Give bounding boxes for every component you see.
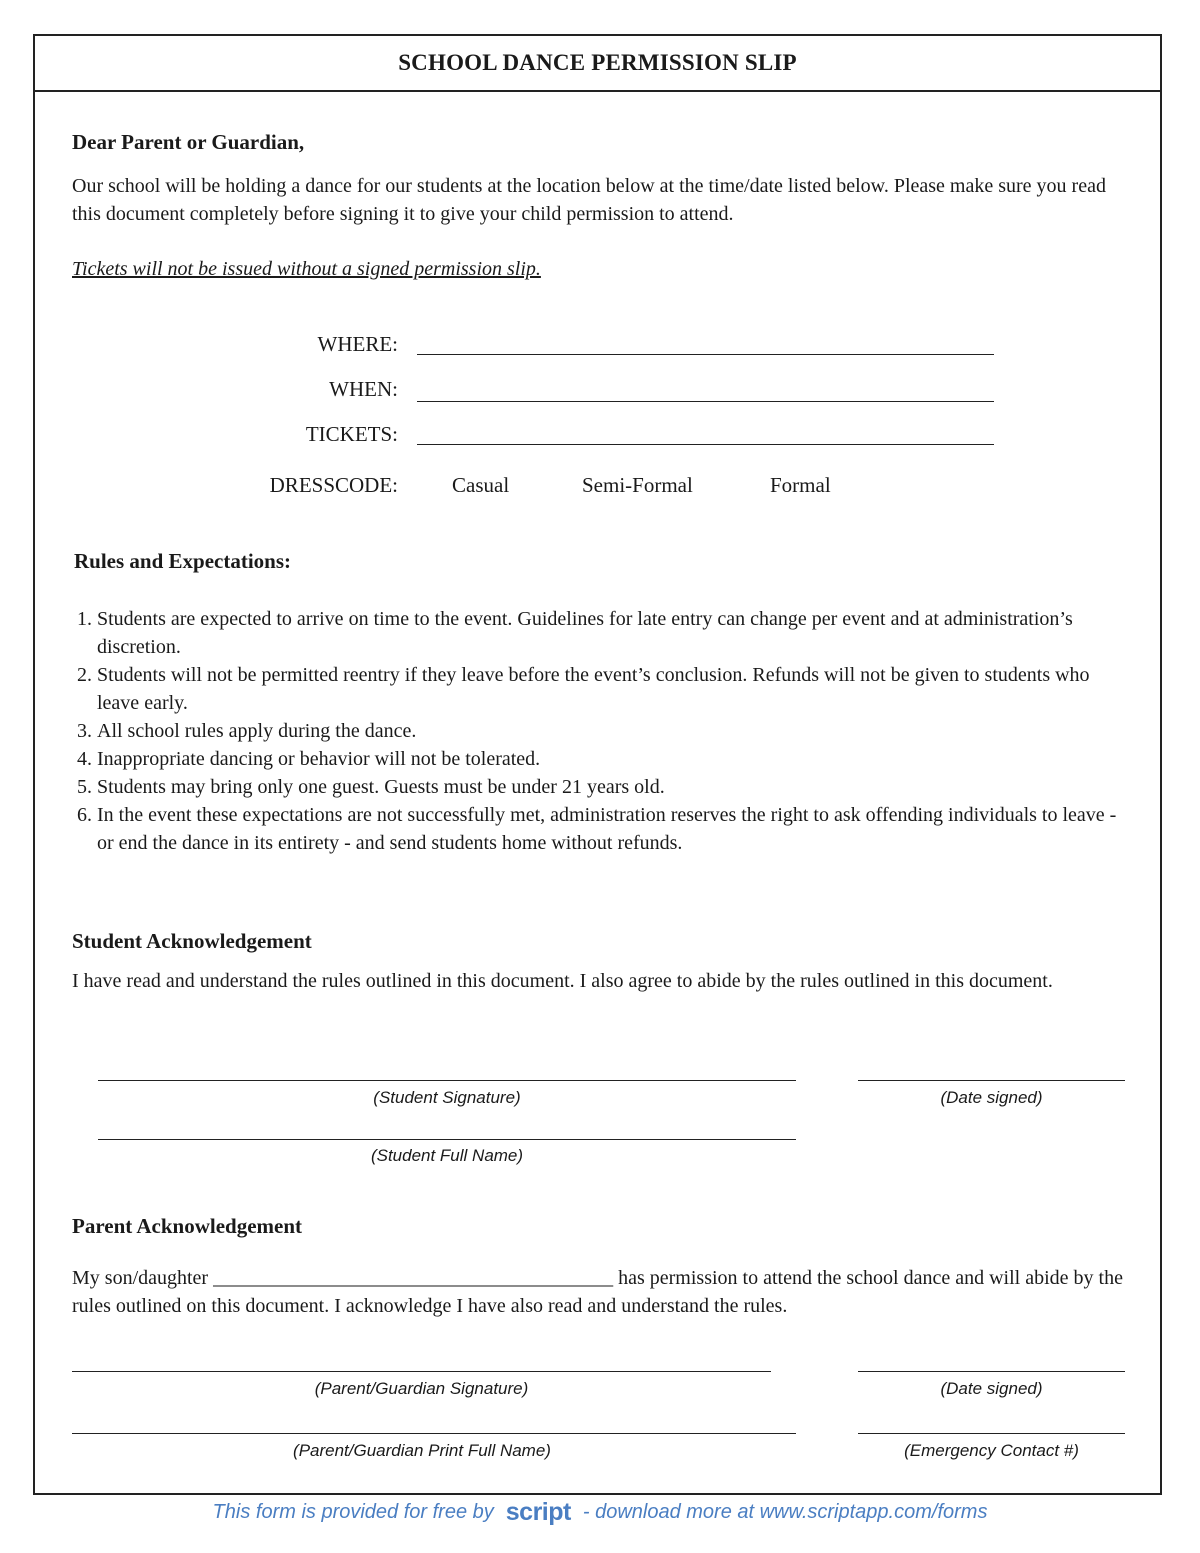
greeting: Dear Parent or Guardian, — [72, 130, 305, 154]
intro-paragraph: Our school will be holding a dance for our students at the location below at the time/date listed below. Please make sure you read this document completely before signing it to give your child permission to attend. — [72, 175, 1106, 225]
student-name-line[interactable] — [98, 1139, 796, 1140]
emergency-contact-line[interactable] — [858, 1433, 1125, 1434]
rules-heading: Rules and Expectations: — [74, 549, 292, 573]
parent-signature-caption: (Parent/Guardian Signature) — [314, 1379, 529, 1398]
parent-name-line[interactable] — [72, 1433, 796, 1434]
tickets-field[interactable] — [417, 444, 994, 445]
student-date-line[interactable] — [858, 1080, 1125, 1081]
rule-item: 6. In the event these expectations are not successfully met, administration reserves the right to ask offending individuals to leave - or end the dance in its entirety - and send students home without refunds. — [97, 801, 1130, 857]
where-field[interactable] — [417, 354, 994, 355]
parent-name-caption: (Parent/Guardian Print Full Name) — [293, 1441, 551, 1460]
dress-option-semi-formal[interactable]: Semi-Formal — [582, 473, 693, 497]
rule-item: 5. Students may bring only one guest. Guests must be under 21 years old. — [97, 773, 1130, 801]
parent-signature-line[interactable] — [72, 1371, 771, 1372]
emergency-contact-caption: (Emergency Contact #) — [904, 1441, 1079, 1460]
student-text: I have read and understand the rules outlined in this document. I also agree to abide by the rules outlined in this document. — [72, 970, 1053, 992]
student-signature-caption: (Student Signature) — [373, 1088, 521, 1107]
rule-item: 2. Students will not be permitted reentry if they leave before the event’s conclusion. Refunds will not be given to students who leave early. — [97, 661, 1130, 717]
tickets-label: TICKETS: — [305, 422, 398, 446]
rule-item: 1. Students are expected to arrive on time to the event. Guidelines for late entry can change per event and at administration’s discretion. — [97, 605, 1130, 661]
parent-text-before: My son/daughter — [72, 1267, 209, 1289]
when-field[interactable] — [417, 401, 994, 402]
footer-link[interactable]: - download more at www.scriptapp.com/forms — [582, 1500, 988, 1523]
child-name-blank[interactable]: ________________________________________ — [213, 1267, 614, 1289]
dress-option-casual[interactable]: Casual — [452, 473, 510, 497]
footer — [0, 1494, 1200, 1530]
parent-text — [72, 1264, 1132, 1320]
parent-date-caption: (Date signed) — [940, 1379, 1043, 1398]
rule-item: 4. Inappropriate dancing or behavior will not be tolerated. — [97, 745, 1130, 773]
form-title: SCHOOL DANCE PERMISSION SLIP — [398, 50, 797, 75]
script-logo[interactable]: script — [505, 1497, 571, 1526]
student-date-caption: (Date signed) — [940, 1088, 1043, 1107]
footer-prefix: This form is provided for free by — [212, 1500, 494, 1523]
parent-heading: Parent Acknowledgement — [72, 1214, 303, 1238]
dresscode-label: DRESSCODE: — [269, 473, 398, 497]
student-signature-line[interactable] — [98, 1080, 796, 1081]
student-name-caption: (Student Full Name) — [370, 1146, 524, 1165]
when-label: WHEN: — [329, 377, 398, 401]
parent-text-after: has permission to attend the school dance and will abide by the rules outlined on this document. I acknowledge I have also read and understand the rules. — [72, 1267, 1123, 1317]
ticket-notice: Tickets will not be issued without a signed permission slip. — [72, 258, 541, 280]
title-bar — [35, 36, 1160, 92]
rule-item: 3. All school rules apply during the dance. — [97, 717, 1130, 745]
student-heading: Student Acknowledgement — [72, 929, 312, 953]
where-label: WHERE: — [317, 332, 398, 356]
parent-date-line[interactable] — [858, 1371, 1125, 1372]
rules-list — [72, 605, 1130, 857]
dress-option-formal[interactable]: Formal — [770, 473, 831, 497]
